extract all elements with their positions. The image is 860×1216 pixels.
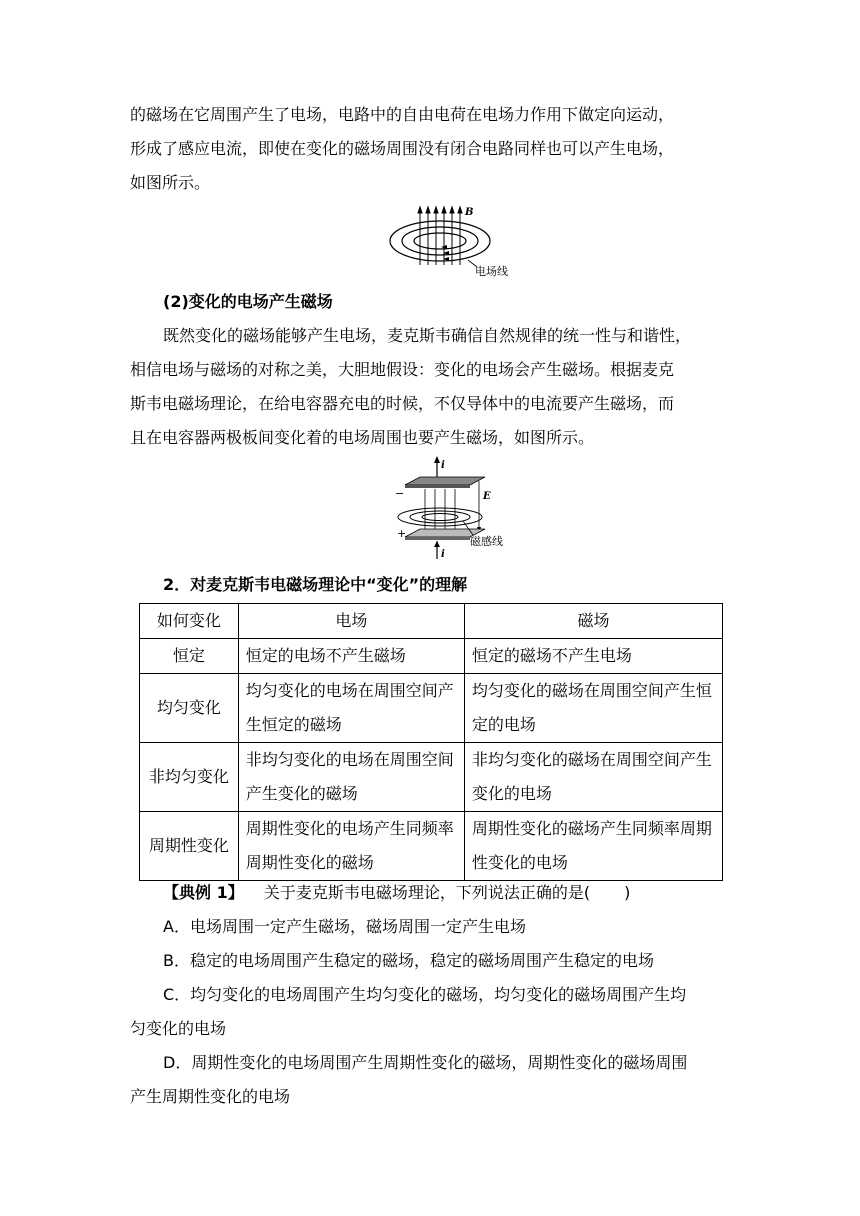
figure2-label-e: E xyxy=(483,491,491,502)
magnetic-field-figure xyxy=(385,203,510,281)
figure2-label-minus: − xyxy=(395,487,405,500)
example-question-line xyxy=(163,876,630,910)
figure1-label-field: 电场线 xyxy=(475,265,508,278)
option-b: B．稳定的电场周围产生稳定的磁场，稳定的磁场周围产生稳定的电场 xyxy=(163,951,654,970)
table-header-row xyxy=(140,604,723,639)
capacitor-figure xyxy=(385,455,515,561)
table-header-cell: 如何变化 xyxy=(140,604,239,639)
table-cell: 周期性变化 xyxy=(140,812,239,881)
table-cell: 周期性变化的电场产生同频率周期性变化的磁场 xyxy=(238,812,464,881)
para2-line-1: 既然变化的磁场能够产生电场，麦克斯韦确信自然规律的统一性与和谐性， xyxy=(163,326,692,345)
table-header-cell: 电场 xyxy=(238,604,464,639)
para2-line-2: 相信电场与磁场的对称之美，大胆地假设：变化的电场会产生磁场。根据麦克 xyxy=(130,360,675,379)
table-cell: 均匀变化的电场在周围空间产生恒定的磁场 xyxy=(238,674,464,743)
intro-line-3: 如图所示。 xyxy=(130,173,211,192)
table-cell: 恒定的电场不产生磁场 xyxy=(238,639,464,674)
table-cell: 恒定 xyxy=(140,639,239,674)
table-cell: 非均匀变化 xyxy=(140,743,239,812)
para2-line-3: 斯韦电磁场理论，在给电容器充电的时候，不仅导体中的电流要产生磁场，而 xyxy=(130,394,675,413)
table-cell: 均匀变化的磁场在周围空间产生恒定的电场 xyxy=(464,674,722,743)
table-row xyxy=(140,639,723,674)
table-row xyxy=(140,674,723,743)
figure2-label-i-top: i xyxy=(441,460,445,471)
figure2-label-i-bottom: i xyxy=(441,549,445,560)
table-cell: 非均匀变化的电场在周围空间产生变化的磁场 xyxy=(238,743,464,812)
figure1-label-b: B xyxy=(465,207,474,218)
figure2-label-field: 磁感线 xyxy=(470,535,503,548)
option-d-cont: 产生周期性变化的电场 xyxy=(130,1087,291,1106)
table-row xyxy=(140,743,723,812)
option-c: C．均匀变化的电场周围产生均匀变化的磁场，均匀变化的磁场周围产生均 xyxy=(163,985,687,1004)
table-cell: 非均匀变化的磁场在周围空间产生变化的电场 xyxy=(464,743,722,812)
option-a: A．电场周围一定产生磁场，磁场周围一定产生电场 xyxy=(163,917,526,936)
intro-line-1: 的磁场在它周围产生了电场，电路中的自由电荷在电场力作用下做定向运动， xyxy=(130,105,675,124)
para2-line-4: 且在电容器两极板间变化着的电场周围也要产生磁场，如图所示。 xyxy=(130,428,595,447)
table-cell: 均匀变化 xyxy=(140,674,239,743)
section-2-heading: (2)变化的电场产生磁场 xyxy=(163,292,333,311)
example-question: 关于麦克斯韦电磁场理论，下列说法正确的是( xyxy=(263,883,591,902)
example-question-end: ) xyxy=(624,883,631,902)
table-cell: 周期性变化的磁场产生同频率周期性变化的电场 xyxy=(464,812,722,881)
section-heading-2: 2．对麦克斯韦电磁场理论中“变化”的理解 xyxy=(163,575,468,594)
intro-line-2: 形成了感应电流，即使在变化的磁场周围没有闭合电路同样也可以产生电场， xyxy=(130,139,675,158)
table-cell: 恒定的磁场不产生电场 xyxy=(464,639,722,674)
example-tag: 【典例 1】 xyxy=(163,883,244,902)
option-d: D．周期性变化的电场周围产生周期性变化的磁场，周期性变化的磁场周围 xyxy=(163,1053,688,1072)
comparison-table xyxy=(139,603,723,881)
table-header-cell: 磁场 xyxy=(464,604,722,639)
table-row xyxy=(140,812,723,881)
option-c-cont: 匀变化的电场 xyxy=(130,1019,227,1038)
figure2-label-plus: + xyxy=(397,527,407,540)
